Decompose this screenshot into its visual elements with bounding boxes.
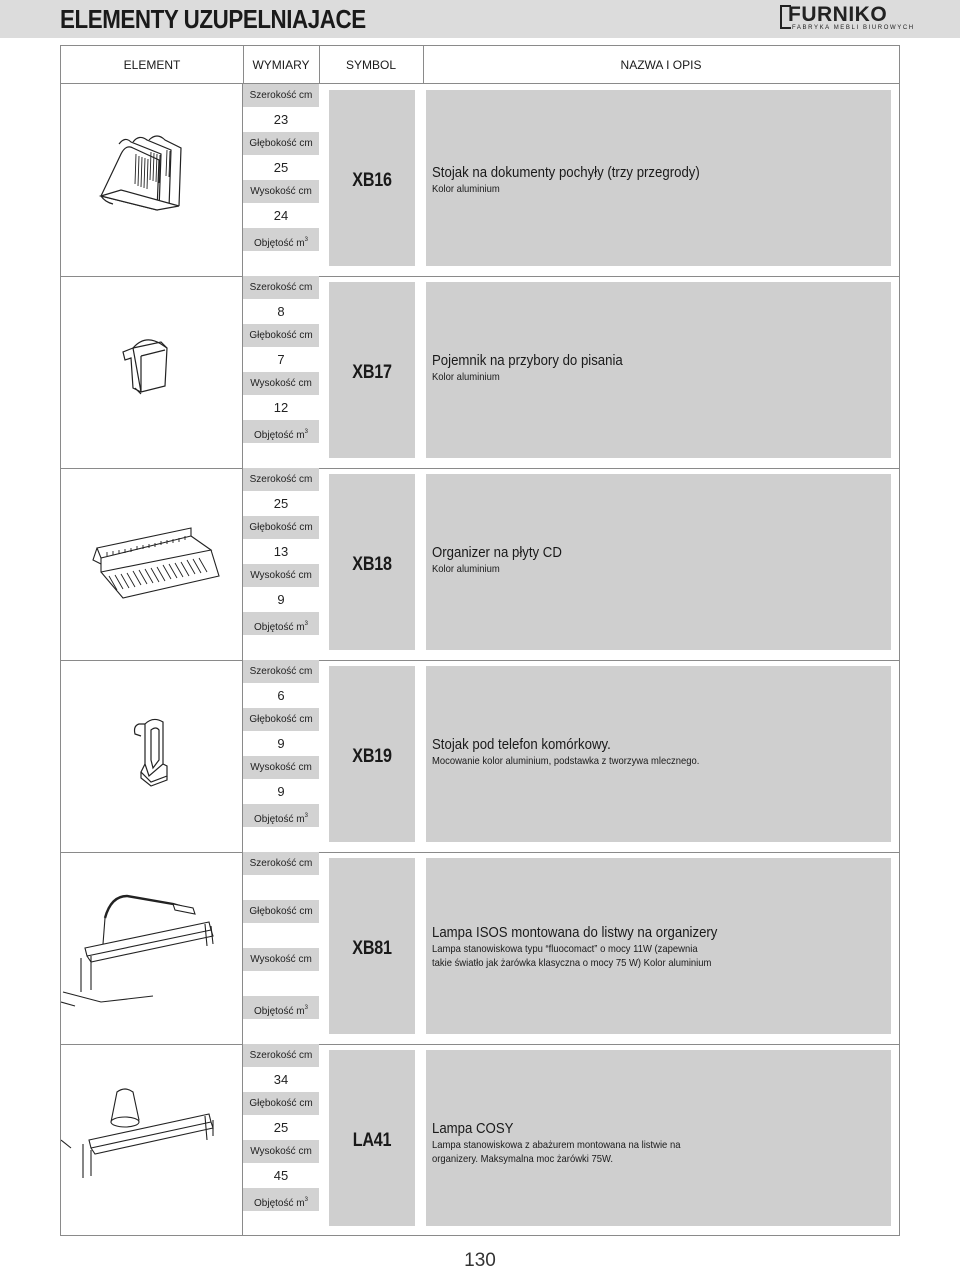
depth-value: 13 xyxy=(273,544,289,559)
volume-label: Objętość $m^3$ xyxy=(243,228,319,252)
table-row xyxy=(61,852,899,1045)
product-description: Mocowanie kolor aluminium, podstawka z tworzywa mlecznego. xyxy=(432,755,700,767)
furniko-logo xyxy=(780,3,915,34)
description-cell xyxy=(426,90,891,266)
depth-value: 9 xyxy=(277,736,285,751)
depth-label: Głębokość cm xyxy=(243,324,319,348)
height-value: 12 xyxy=(273,400,289,415)
page-title: ELEMENTY UZUPELNIAJACE xyxy=(60,4,366,34)
volume-label: Objętość $m^3$ xyxy=(243,996,319,1020)
table-row xyxy=(61,84,899,277)
product-description: Kolor aluminium xyxy=(432,563,500,575)
column-header-element: ELEMENT xyxy=(61,46,244,83)
dimensions-cell xyxy=(243,468,319,660)
product-description: Lampa stanowiskowa z abażurem montowana na listwie na organizery. Maksymalna moc żarówki 75W. xyxy=(432,1139,681,1165)
width-value xyxy=(243,876,319,900)
depth-label: Głębokość cm xyxy=(243,900,319,924)
element-cell xyxy=(61,84,243,276)
symbol-cell xyxy=(329,1050,415,1226)
table-row xyxy=(61,276,899,469)
width-value: 6 xyxy=(277,688,285,703)
element-cell xyxy=(61,468,243,660)
logo-subtitle: FABRYKA MEBLI BIUROWYCH xyxy=(792,25,915,31)
cosy-lamp-icon xyxy=(61,1044,241,1236)
column-header-symbol: SYMBOL xyxy=(319,46,424,83)
height-label: Wysokość cm xyxy=(243,948,319,972)
dimensions-cell xyxy=(243,1044,319,1236)
product-description: Kolor aluminium xyxy=(432,371,500,383)
symbol-cell xyxy=(329,90,415,266)
dimensions-cell xyxy=(243,852,319,1044)
symbol-cell xyxy=(329,282,415,458)
table-row xyxy=(61,660,899,853)
height-value: 24 xyxy=(273,208,289,223)
width-value: 34 xyxy=(273,1072,289,1087)
table-row xyxy=(61,468,899,661)
height-label: Wysokość cm xyxy=(243,564,319,588)
volume-label: Objętość $m^3$ xyxy=(243,1188,319,1212)
depth-value xyxy=(243,924,319,948)
product-description: Lampa stanowiskowa typu “fluocomact” o mocy 11W (zapewnia takie światło jak żarówka klasyczna o mocy 75 W) Kolor aluminium xyxy=(432,943,712,969)
product-title: Stojak na dokumenty pochyły (trzy przegrody) xyxy=(432,164,700,181)
logo-text: FURNIKO xyxy=(788,3,888,26)
table-row xyxy=(61,1044,899,1236)
pen-holder-icon xyxy=(61,276,241,468)
dimensions-cell xyxy=(243,660,319,852)
height-label: Wysokość cm xyxy=(243,756,319,780)
depth-value: 25 xyxy=(273,160,289,175)
height-label: Wysokość cm xyxy=(243,1140,319,1164)
element-cell xyxy=(61,660,243,852)
dimensions-cell xyxy=(243,276,319,468)
height-value: 9 xyxy=(277,592,285,607)
element-cell xyxy=(61,852,243,1044)
width-label: Szerokość cm xyxy=(243,468,319,492)
width-label: Szerokość cm xyxy=(243,852,319,876)
element-cell xyxy=(61,1044,243,1236)
volume-label: Objętość $m^3$ xyxy=(243,612,319,636)
volume-label: Objętość $m^3$ xyxy=(243,420,319,444)
product-symbol: XB16 xyxy=(352,170,392,191)
symbol-cell xyxy=(329,858,415,1034)
description-cell xyxy=(426,666,891,842)
depth-value: 25 xyxy=(273,1120,289,1135)
dimensions-cell xyxy=(243,84,319,276)
isos-lamp-icon xyxy=(61,852,241,1044)
product-symbol: XB81 xyxy=(352,938,392,959)
product-symbol: XB19 xyxy=(352,746,392,767)
cd-organizer-icon xyxy=(61,468,241,660)
width-value: 23 xyxy=(273,112,289,127)
page-number: 130 xyxy=(464,1250,496,1271)
width-value: 8 xyxy=(277,304,285,319)
column-header-name: NAZWA I OPIS xyxy=(620,58,702,72)
product-symbol: XB17 xyxy=(352,362,392,383)
product-description: Kolor aluminium xyxy=(432,183,500,195)
description-cell xyxy=(426,1050,891,1226)
header-band xyxy=(0,0,960,38)
product-title: Lampa ISOS montowana do listwy na organizery xyxy=(432,924,718,941)
product-symbol: XB18 xyxy=(352,554,392,575)
width-label: Szerokość cm xyxy=(243,84,319,108)
phone-stand-icon xyxy=(61,660,241,852)
column-header-dimensions: WYMIARY xyxy=(243,46,320,83)
width-label: Szerokość cm xyxy=(243,660,319,684)
height-value: 9 xyxy=(277,784,285,799)
height-value xyxy=(243,972,319,996)
table-header-row xyxy=(61,46,899,84)
description-cell xyxy=(426,858,891,1034)
product-title: Stojak pod telefon komórkowy. xyxy=(432,736,611,753)
description-cell xyxy=(426,474,891,650)
product-symbol: LA41 xyxy=(352,1130,392,1151)
depth-label: Głębokość cm xyxy=(243,1092,319,1116)
product-title: Organizer na płyty CD xyxy=(432,544,562,561)
width-value: 25 xyxy=(273,496,289,511)
height-label: Wysokość cm xyxy=(243,180,319,204)
product-title: Lampa COSY xyxy=(432,1120,514,1137)
element-cell xyxy=(61,276,243,468)
symbol-cell xyxy=(329,474,415,650)
depth-value: 7 xyxy=(277,352,285,367)
height-value: 45 xyxy=(273,1168,289,1183)
catalog-table xyxy=(60,45,900,1236)
width-label: Szerokość cm xyxy=(243,1044,319,1068)
document-stand-icon xyxy=(61,84,241,276)
description-cell xyxy=(426,282,891,458)
volume-label: Objętość $m^3$ xyxy=(243,804,319,828)
product-title: Pojemnik na przybory do pisania xyxy=(432,352,623,369)
width-label: Szerokość cm xyxy=(243,276,319,300)
symbol-cell xyxy=(329,666,415,842)
depth-label: Głębokość cm xyxy=(243,516,319,540)
height-label: Wysokość cm xyxy=(243,372,319,396)
depth-label: Głębokość cm xyxy=(243,708,319,732)
depth-label: Głębokość cm xyxy=(243,132,319,156)
